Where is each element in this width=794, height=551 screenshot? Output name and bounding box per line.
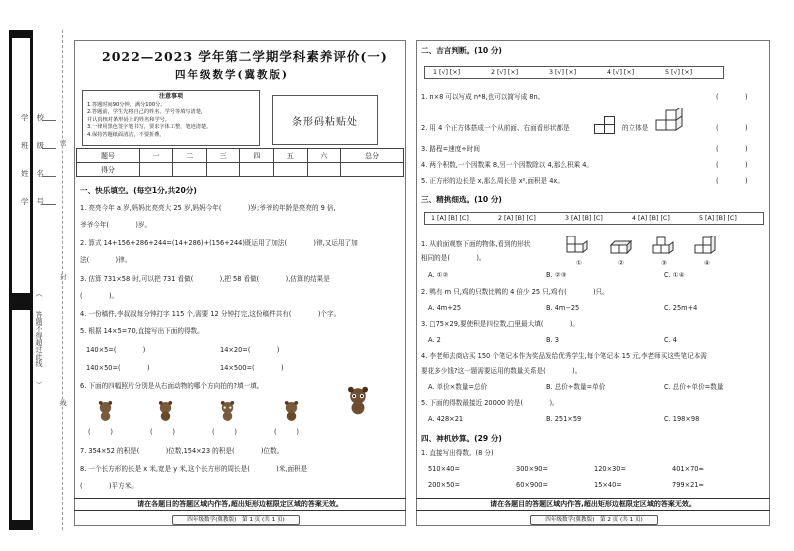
barcode-label: 条形码粘贴处 <box>292 116 358 128</box>
section-3-title: 三、精挑细选。(10 分) <box>421 195 502 204</box>
score-header: 五 <box>274 149 308 163</box>
score-cell[interactable] <box>307 163 341 177</box>
cube-solid-figure <box>655 108 687 138</box>
section-2-title: 二、吉言判断。(10 分) <box>421 46 502 55</box>
choice-option: C. ①④ <box>664 271 685 279</box>
notice-box <box>82 90 260 146</box>
score-cell[interactable] <box>206 163 240 177</box>
solid-label: ③ <box>661 259 667 267</box>
animal-reference-image <box>345 385 371 419</box>
choice-answer-option[interactable]: 4 [A] [B] [C] <box>632 215 670 222</box>
name-field-label: 姓名 <box>21 169 52 178</box>
choice-q1-line-1: 1. 从前面观察下面的物体,看到的形状 <box>421 240 531 248</box>
choice-option: A. 428×21 <box>428 415 464 423</box>
judge-paren[interactable]: ( ) <box>716 93 748 101</box>
choice-q5-line: 5. 下面的得数最接近 20000 的是( )。 <box>421 399 559 407</box>
choice-q4-line-2: 要花多少钱?这一题需要运用的数量关系是( )。 <box>421 367 582 375</box>
score-header: 二 <box>173 149 207 163</box>
q5-item: 14×20=( ) <box>220 346 280 354</box>
q3-line-1: 3. 估算 731×58 时,可以把 731 看做( ),把 58 看做( ),估算的结果是 <box>80 275 330 283</box>
choice-answer-row <box>424 212 764 225</box>
notice-line: 2.答题前，学生先将自己的姓名、学号等填写清楚， <box>87 109 207 116</box>
section-1-title: 一、快乐填空。(每空1分,共20分) <box>80 186 197 195</box>
q1-line-2: 爷爷今年( )岁。 <box>80 221 152 229</box>
solid-label: ② <box>618 259 624 267</box>
calc-item: 799×21≈ <box>672 481 705 489</box>
calc-item: 300×90= <box>516 465 549 473</box>
seal-char-feng: 封 <box>60 273 67 281</box>
choice-option: A. ①② <box>428 271 449 279</box>
score-header: 总分 <box>341 149 404 163</box>
q6-blank[interactable]: ( ) <box>212 428 237 436</box>
choice-option: B. 4m−25 <box>546 304 580 312</box>
right-footer-note: 请在各题目的答题区域内作答,超出矩形边框限定区域的答案无效。 <box>416 498 770 511</box>
calc-intro: 1. 直接写出得数。(8 分) <box>421 449 494 457</box>
notice-line: 1.答题时间90分钟，满分100分。 <box>87 101 166 108</box>
choice-q3-line: 3. □75×29,要使积是四位数,□里最大填( )。 <box>421 320 579 328</box>
q7-line: 7. 354×52 的积是( )位数,154×23 的积是( )位数。 <box>80 447 284 455</box>
choice-option: B. 总价÷数量=单价 <box>546 383 606 391</box>
score-header: 题号 <box>77 149 140 163</box>
q6-blank[interactable]: ( ) <box>274 428 299 436</box>
barcode-area <box>272 95 378 145</box>
judge-answer-option[interactable]: 2 [√] [×] <box>491 69 519 76</box>
binding-margin <box>0 0 74 551</box>
judge-answer-option[interactable]: 1 [√] [×] <box>433 69 461 76</box>
score-header: 三 <box>206 149 240 163</box>
score-cell[interactable] <box>173 163 207 177</box>
solid-label: ① <box>576 259 582 267</box>
choice-answer-option[interactable]: 3 [A] [B] [C] <box>565 215 603 222</box>
q6-blank[interactable]: ( ) <box>88 428 113 436</box>
judge-answer-option[interactable]: 5 [√] [×] <box>665 69 693 76</box>
shape-front-right-view <box>594 116 616 138</box>
left-page-label: 四年级数学(冀教版) 第 1 页 (共 1 页) <box>172 515 300 525</box>
score-header: 六 <box>307 149 341 163</box>
calc-item: 60×900= <box>516 481 549 489</box>
exam-title: 2022—2023 学年第二学期学科素养评价(一) <box>102 49 388 64</box>
notice-line: 4.保持答题纸面清洁，不要折叠。 <box>87 131 165 138</box>
solid-figure-4 <box>694 236 720 260</box>
q3-line-2: ( )。 <box>80 292 119 300</box>
choice-q4-line-1: 4. 李老师去商店买 150 个笔记本作为奖品发给优秀学生,每个笔记本 15 元,李老师买这些笔记本需 <box>421 352 707 360</box>
judge-answer-row <box>424 66 724 79</box>
score-cell[interactable] <box>274 163 308 177</box>
animal-photo-1 <box>96 400 115 425</box>
choice-option: C. 25m+4 <box>664 304 698 312</box>
choice-q2-line: 2. 鸭有 m 只,鸡的只数比鸭的 4 倍少 25 只,鸡有( )只。 <box>421 288 609 296</box>
q8-line-2: ( )平方米。 <box>80 482 138 490</box>
choice-q1-line-2: 相同的是( )。 <box>421 254 486 262</box>
judge-item-2: 2. 用 4 个正方体搭成一个从前面、右面看形状都是 <box>421 124 570 132</box>
q8-line-1: 8. 一个长方形的长是 x 米,宽是 y 米,这个长方形的周长是( )米,面积是 <box>80 465 308 473</box>
seal-char-xian: 线 <box>60 399 67 407</box>
binding-warning: （ 答题不得超过此线 ） <box>35 290 43 388</box>
judge-item-1: 1. n×8 可以写成 n*8,也可以简写成 8n。 <box>421 93 545 101</box>
calc-item: 200×50= <box>428 481 461 489</box>
solid-figure-3 <box>652 236 678 260</box>
choice-option: C. 4 <box>664 336 677 344</box>
seal-char-mi: 密 <box>60 139 67 147</box>
score-header: 一 <box>139 149 173 163</box>
binding-strip <box>9 30 33 530</box>
animal-photo-4 <box>282 400 301 425</box>
q5-line: 5. 根据 14×5=70,直接写出下面的得数。 <box>80 327 204 335</box>
judge-paren[interactable]: ( ) <box>716 161 748 169</box>
q6-line: 6. 下面的四幅照片分别是从右面动物的哪个方向拍的?填一填。 <box>80 382 264 390</box>
q5-item: 140×5=( ) <box>86 346 146 354</box>
solid-figure-2 <box>610 240 636 260</box>
calc-item: 15×40= <box>594 481 622 489</box>
score-cell[interactable] <box>240 163 274 177</box>
section-4-title: 四、神机妙算。(29 分) <box>421 434 502 443</box>
score-cell[interactable] <box>341 163 404 177</box>
choice-option: A. 2 <box>428 336 441 344</box>
judge-answer-option[interactable]: 3 [√] [×] <box>549 69 577 76</box>
score-table <box>76 148 404 177</box>
judge-paren[interactable]: ( ) <box>716 145 748 153</box>
choice-answer-option[interactable]: 2 [A] [B] [C] <box>498 215 536 222</box>
solid-label: ④ <box>704 259 710 267</box>
notice-title: 注意事项 <box>158 93 183 100</box>
judge-item-5: 5. 正方形的边长是 x,那么周长是 x²,面积是 4x。 <box>421 177 564 185</box>
right-page-label: 四年级数学(冀教版) 第 2 页 (共 1 页) <box>530 515 658 525</box>
score-row-label: 得分 <box>77 163 140 177</box>
judge-paren[interactable]: ( ) <box>716 177 748 185</box>
student-id-field-label: 学号 <box>21 197 52 206</box>
calc-item: 510×40= <box>428 465 461 473</box>
exam-subtitle: 四年级数学(冀教版) <box>175 69 289 81</box>
judge-answer-option[interactable]: 4 [√] [×] <box>607 69 635 76</box>
q4-line: 4. 一份稿件,李叔叔每分钟打字 115 个,需要 12 分钟打完,这份稿件共有( )个字。 <box>80 310 341 318</box>
choice-option: A. 4m+25 <box>428 304 462 312</box>
choice-answer-option[interactable]: 1 [A] [B] [C] <box>431 215 469 222</box>
q5-item: 14×500=( ) <box>220 364 284 372</box>
choice-option: C. 198×98 <box>664 415 700 423</box>
judge-item-2-tail: 的立体是 <box>622 124 649 132</box>
calc-item: 120×30= <box>594 465 627 473</box>
q2-line-1: 2. 算式 14+156+286+244=(14+286)+(156+244)既运用了加法( )律,又运用了加 <box>80 239 358 247</box>
notice-line: 并认真核对条形码上的姓名和学号。 <box>87 116 171 123</box>
q1-line-1: 1. 亮亮今年 a 岁,妈妈比亮亮大 25 岁,妈妈今年( )岁;爷爷的年龄是亮亮的 9 倍, <box>80 204 336 212</box>
score-header: 四 <box>240 149 274 163</box>
school-field-label: 学校 <box>21 113 52 122</box>
choice-option: B. 3 <box>546 336 559 344</box>
judge-item-3: 3. 路程=速度÷时间 <box>421 145 480 153</box>
q5-item: 140×50=( ) <box>86 364 150 372</box>
calc-item: 401×70≈ <box>672 465 705 473</box>
score-cell[interactable] <box>139 163 173 177</box>
judge-paren[interactable]: ( ) <box>716 124 748 132</box>
notice-line: 3.一律用黑色签字笔书写，要求字体工整，笔迹清楚。 <box>87 124 212 131</box>
q6-blank[interactable]: ( ) <box>150 428 175 436</box>
solid-figure-1 <box>566 236 590 260</box>
choice-option: A. 单价×数量=总价 <box>428 383 488 391</box>
class-field-label: 班级 <box>21 141 52 150</box>
choice-option: B. 251×59 <box>546 415 582 423</box>
choice-option: C. 总价÷单价=数量 <box>664 383 724 391</box>
q2-line-2: 法( )律。 <box>80 256 132 264</box>
animal-photo-3 <box>218 400 237 425</box>
judge-item-4: 4. 两个积数,一个因数乘 8,另一个因数除以 4,那么积乘 4。 <box>421 161 594 169</box>
choice-option: B. ②③ <box>546 271 567 279</box>
choice-answer-option[interactable]: 5 [A] [B] [C] <box>699 215 737 222</box>
left-footer-note: 请在各题目的答题区域内作答,超出矩形边框限定区域的答案无效。 <box>74 498 406 511</box>
animal-photo-2 <box>156 400 175 425</box>
